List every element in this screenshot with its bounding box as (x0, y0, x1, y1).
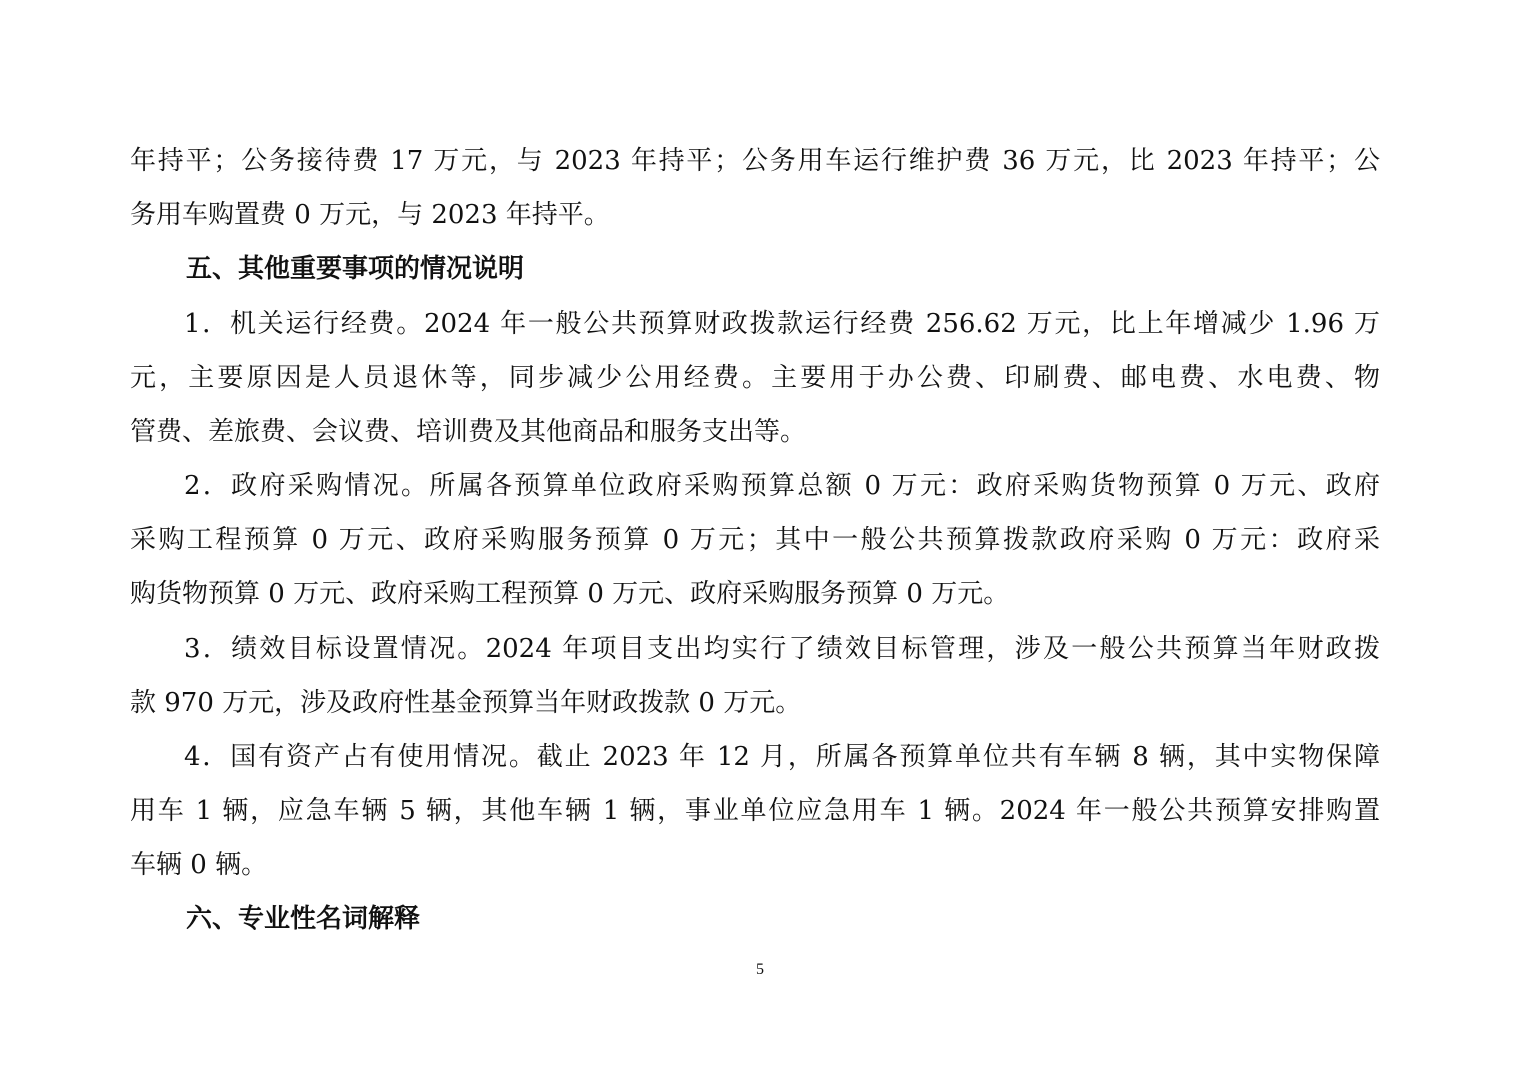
section-heading-5: 五、其他重要事项的情况说明 (186, 254, 525, 284)
item-4-line: 用车 1 辆，应急车辆 5 辆，其他车辆 1 辆，事业单位应急用车 1 辆。2024 年一般公共预算安排购置 (130, 796, 1380, 826)
item-4-line: 车辆 0 辆。 (130, 850, 268, 880)
item-2-line: 采购工程预算 0 万元、政府采购服务预算 0 万元；其中一般公共预算拨款政府采购 0 万元：政府采 (130, 525, 1380, 555)
section-heading-6: 六、专业性名词解释 (186, 904, 421, 934)
paragraph-line: 年持平；公务接待费 17 万元，与 2023 年持平；公务用车运行维护费 36 万元，比 2023 年持平；公 (130, 146, 1380, 176)
item-4-line: 4．国有资产占有使用情况。截止 2023 年 12 月，所属各预算单位共有车辆 8 辆，其中实物保障 (184, 742, 1380, 772)
item-1-line: 元，主要原因是人员退休等，同步减少公用经费。主要用于办公费、印刷费、邮电费、水电费、物 (130, 363, 1380, 393)
item-2-line: 2．政府采购情况。所属各预算单位政府采购预算总额 0 万元：政府采购货物预算 0 万元、政府 (184, 471, 1380, 501)
item-2-line: 购货物预算 0 万元、政府采购工程预算 0 万元、政府采购服务预算 0 万元。 (130, 579, 1010, 609)
item-1-line: 1．机关运行经费。2024 年一般公共预算财政拨款运行经费 256.62 万元，比上年增减少 1.96 万 (184, 309, 1380, 339)
paragraph-line: 务用车购置费 0 万元，与 2023 年持平。 (130, 200, 610, 230)
page-number: 5 (756, 961, 764, 978)
item-1-line: 管费、差旅费、会议费、培训费及其他商品和服务支出等。 (130, 417, 807, 447)
item-3-line: 3．绩效目标设置情况。2024 年项目支出均实行了绩效目标管理，涉及一般公共预算当年财政拨 (184, 634, 1380, 664)
item-3-line: 款 970 万元，涉及政府性基金预算当年财政拨款 0 万元。 (130, 688, 802, 718)
